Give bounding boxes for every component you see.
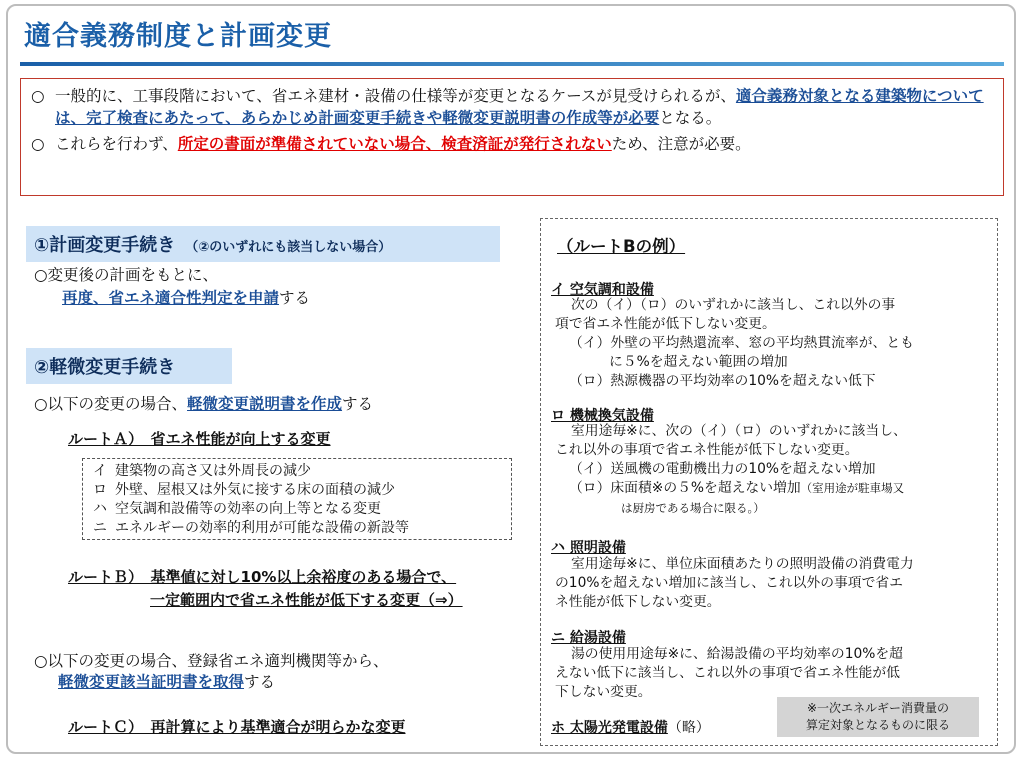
footnote-box	[777, 697, 979, 737]
ventilation-text	[569, 479, 904, 498]
intro-text: ため、注意が必要。	[611, 135, 751, 153]
lighting-text: 室用途毎※に、単位床面積あたりの照明設備の消費電力	[571, 556, 914, 572]
section2-line3	[58, 671, 275, 693]
route-a-item	[93, 481, 501, 500]
solar-heading	[551, 717, 710, 737]
item-key: ニ	[93, 520, 107, 536]
ventilation-text: 室用途毎※に、次の（イ）（ロ）のいずれかに該当し、	[571, 423, 907, 439]
route-a-list	[82, 458, 512, 540]
bullet-circle: ○	[31, 87, 45, 105]
solar-note: （略）	[667, 720, 710, 736]
route-b-examples-box	[540, 218, 998, 746]
lighting-text: の10%を超えない増加に該当し、これ以外の事項で省エ	[555, 575, 903, 591]
ventilation-note: （室用途が駐車場又	[800, 481, 905, 495]
intro-box	[20, 78, 1004, 196]
aircon-text: 次の（イ）（ロ）のいずれかに該当し、これ以外の事	[571, 297, 896, 313]
aircon-text: （ロ）熱源機器の平均効率の10%を超えない低下	[569, 373, 876, 389]
section1-title: ①計画変更手続き	[34, 235, 176, 256]
aircon-heading: イ 空気調和設備	[551, 282, 654, 298]
solar-title: ホ 太陽光発電設備	[551, 720, 668, 736]
item-text: 建築物の高さ又は外周長の減少	[115, 463, 311, 479]
route-b-label-line1: ルートＢ） 基準値に対し10%以上余裕度のある場合で、	[68, 568, 457, 586]
route-a-label: ルートＡ） 省エネ性能が向上する変更	[68, 430, 331, 448]
ventilation-heading: ロ 機械換気設備	[551, 408, 654, 424]
aircon-text: （イ）外壁の平均熱還流率、窓の平均熱貫流率が、とも	[569, 335, 914, 351]
section2-emphasis: 軽微変更該当証明書を取得	[58, 673, 245, 691]
route-a-item	[93, 500, 501, 519]
intro-text: 一般的に、工事段階において、省エネ建材・設備の仕様等が変更となるケースが見受けられるが、	[55, 87, 736, 105]
section1-line1: ○変更後の計画をもとに、	[34, 266, 219, 284]
hotwater-text: 湯の使用用途毎※に、給湯設備の平均効率の10%を超	[571, 646, 903, 662]
item-key: ハ	[93, 501, 107, 517]
item-text: 空気調和設備等の効率の向上等となる変更	[115, 501, 381, 517]
hotwater-heading: ニ 給湯設備	[551, 630, 626, 646]
bullet-circle: ○	[31, 135, 45, 153]
intro-text: これらを行わず、	[55, 135, 178, 153]
route-b-label-line2: 一定範囲内で省エネ性能が低下する変更（⇒）	[150, 591, 463, 609]
aircon-text: 項で省エネ性能が低下しない変更。	[555, 316, 776, 332]
section2-line2: ○以下の変更の場合、登録省エネ適判機関等から、	[34, 652, 389, 670]
aircon-text: に５%を超えない範囲の増加	[609, 354, 788, 370]
section2-heading	[26, 348, 232, 384]
intro-emphasis: 適合義務対象となる建築物については、完了検査にあたって、あらかじめ計画変更手続きや軽微変更説明書の作成等が必要	[55, 87, 984, 127]
footnote-line: ※一次エネルギー消費量の	[806, 701, 950, 715]
route-a-item	[93, 462, 501, 481]
section2-line1	[34, 393, 373, 415]
lighting-heading: ハ 照明設備	[551, 540, 626, 556]
section2-text: ○以下の変更の場合、	[34, 395, 188, 413]
intro-warning: 所定の書面が準備されていない場合、検査済証が発行されない	[177, 135, 612, 153]
examples-title: （ルートBの例）	[557, 237, 686, 256]
ventilation-text: これ以外の事項で省エネ性能が低下しない変更。	[555, 442, 859, 458]
intro-text: となる。	[659, 109, 722, 127]
section1-note: （②のいずれにも該当しない場合）	[185, 240, 392, 255]
section2-text: する	[342, 395, 374, 413]
intro-bullet-1	[31, 85, 993, 129]
section1-text: する	[279, 289, 311, 307]
title-underline	[20, 62, 1004, 66]
page-title: 適合義務制度と計画変更	[24, 21, 332, 52]
section2-title: ②軽微変更手続き	[34, 357, 176, 378]
section2-emphasis: 軽微変更説明書を作成	[187, 395, 343, 413]
section1-heading	[26, 226, 500, 262]
item-text: エネルギーの効率的利用が可能な設備の新設等	[115, 520, 409, 536]
lighting-text: ネ性能が低下しない変更。	[555, 594, 721, 610]
hotwater-text: えない低下に該当し、これ以外の事項で省エネ性能が低	[555, 665, 900, 681]
ventilation-text: （ロ）床面積※の５%を超えない増加	[569, 480, 801, 496]
ventilation-text: （イ）送風機の電動機出力の10%を超えない増加	[569, 461, 876, 477]
route-c-label: ルートＣ） 再計算により基準適合が明らかな変更	[68, 718, 406, 736]
hotwater-text: 下しない変更。	[555, 684, 652, 700]
section1-emphasis: 再度、省エネ適合性判定を申請	[62, 289, 280, 307]
item-key: イ	[93, 463, 107, 479]
item-key: ロ	[93, 482, 107, 498]
item-text: 外壁、屋根又は外気に接する床の面積の減少	[115, 482, 395, 498]
footnote-line: 算定対象となるものに限る	[805, 718, 950, 732]
section1-line2	[62, 287, 310, 309]
ventilation-note: は厨房である場合に限る。）	[621, 501, 765, 515]
intro-bullet-2	[31, 133, 993, 155]
section2-text: する	[244, 673, 276, 691]
route-a-item	[93, 519, 501, 538]
